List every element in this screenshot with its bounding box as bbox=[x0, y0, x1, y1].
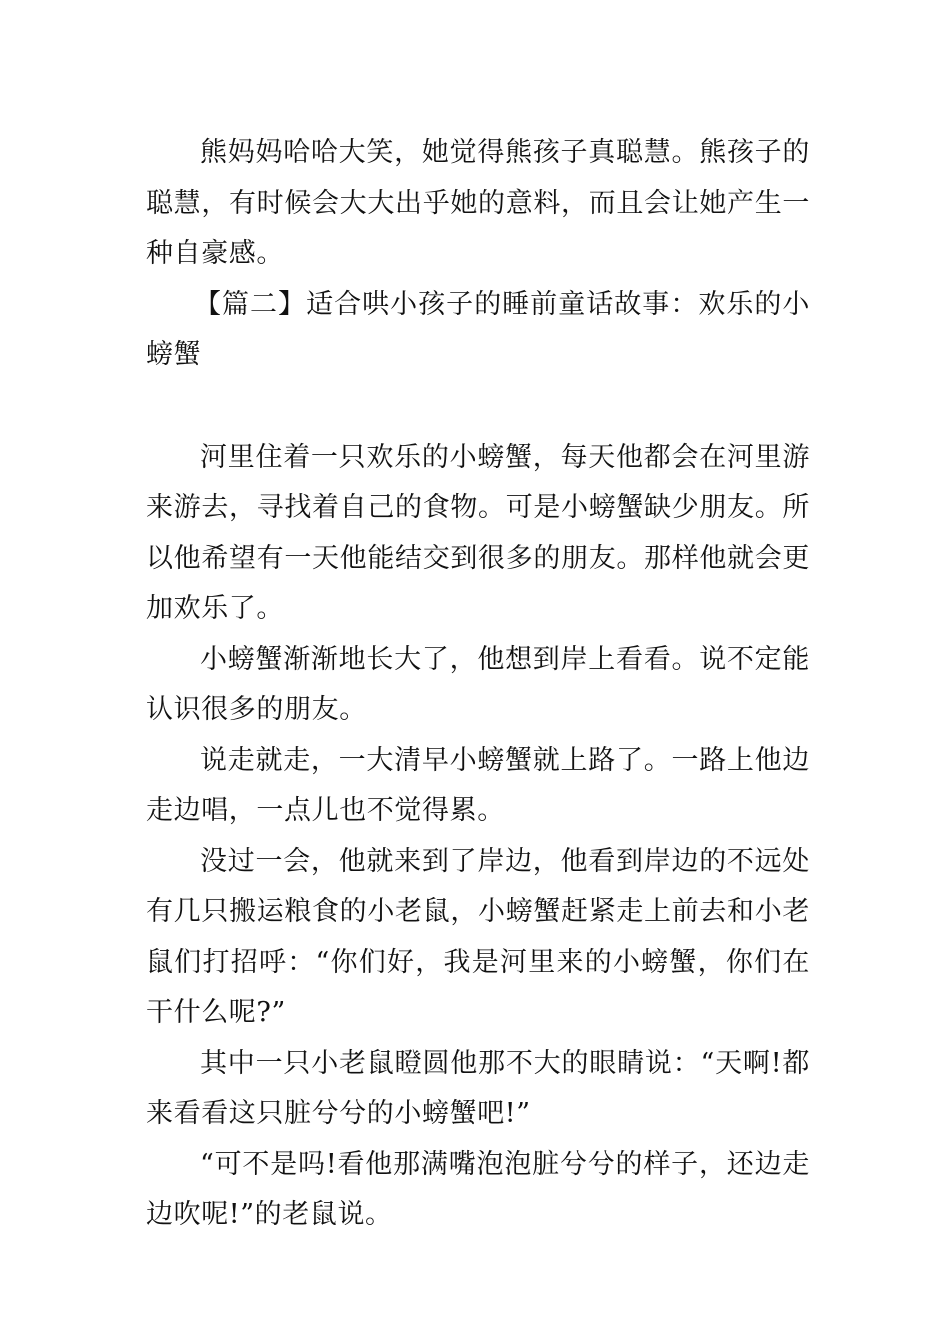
paragraph-crab-intro: 河里住着一只欢乐的小螃蟹，每天他都会在河里游来游去，寻找着自己的食物。可是小螃蟹缺少朋友。所以他希望有一天他能结交到很多的朋友。那样他就会更加欢乐了。 bbox=[146, 441, 810, 624]
paragraph-crab-sets-off: 说走就走，一大清早小螃蟹就上路了。一路上他边走边唱，一点儿也不觉得累。 bbox=[146, 744, 810, 826]
document-body bbox=[146, 128, 810, 1241]
paragraph-mouse-speaks: 其中一只小老鼠瞪圆他那不大的眼睛说：“天啊!都来看看这只脏兮兮的小螃蟹吧!” bbox=[146, 1047, 810, 1129]
paragraph-bear-mother: 熊妈妈哈哈大笑，她觉得熊孩子真聪慧。熊孩子的聪慧，有时候会大大出乎她的意料，而且会让她产生一种自豪感。 bbox=[146, 137, 810, 269]
section-title: 【篇二】适合哄小孩子的睡前童话故事：欢乐的小螃蟹 bbox=[146, 288, 810, 370]
paragraph-crab-meets-mice: 没过一会，他就来到了岸边，他看到岸边的不远处有几只搬运粮食的小老鼠，小螃蟹赶紧走上前去和小老鼠们打招呼：“你们好，我是河里来的小螃蟹，你们在干什么呢?” bbox=[146, 845, 810, 1028]
paragraph-another-mouse: “可不是吗!看他那满嘴泡泡脏兮兮的样子，还边走边吹呢!”的老鼠说。 bbox=[146, 1148, 810, 1230]
paragraph-crab-grows: 小螃蟹渐渐地长大了，他想到岸上看看。说不定能认识很多的朋友。 bbox=[146, 643, 810, 725]
blank-line bbox=[146, 381, 810, 433]
